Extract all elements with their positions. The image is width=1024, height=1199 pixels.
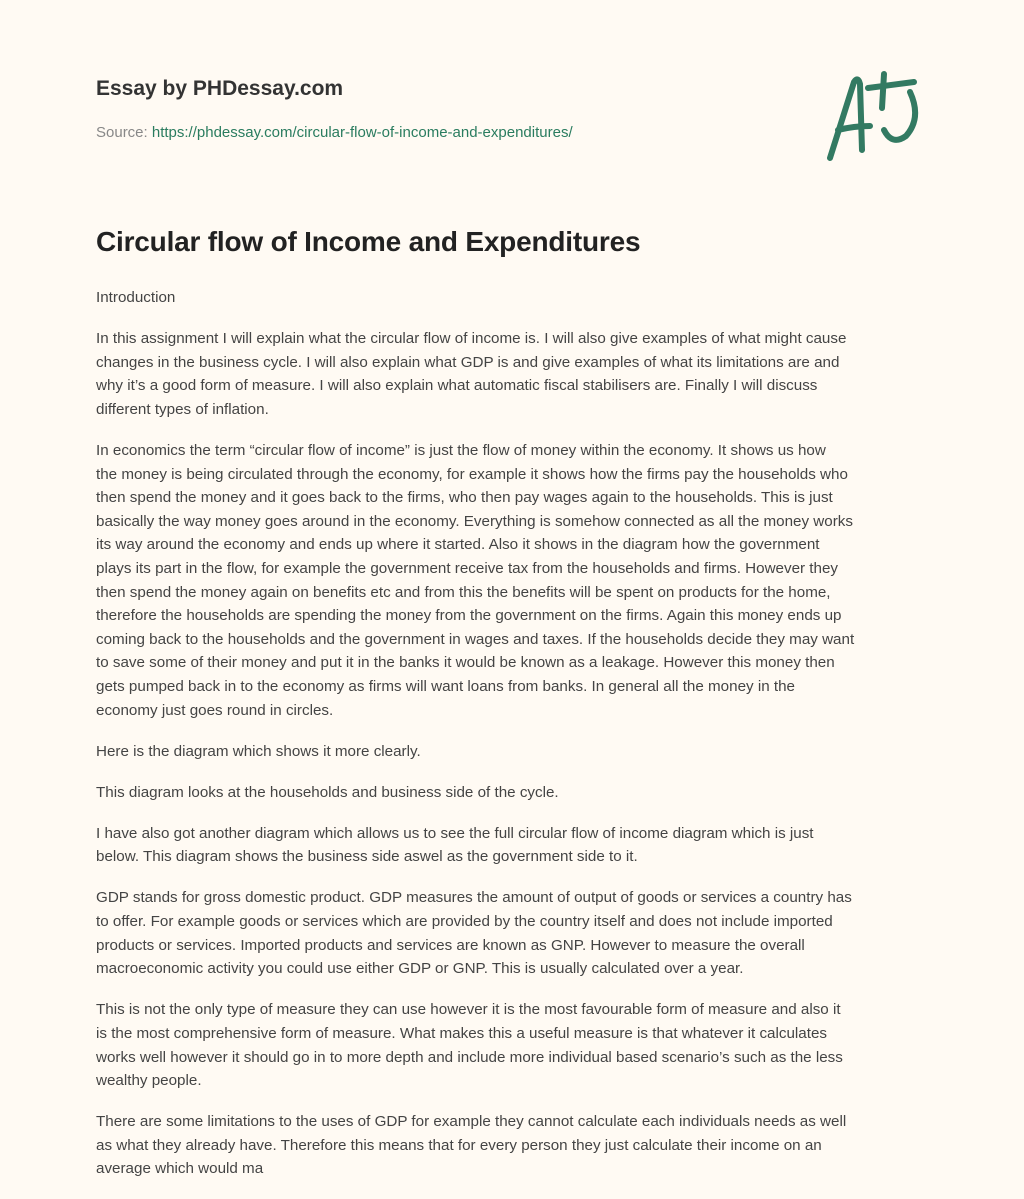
source-line [96, 124, 573, 141]
essay-paragraph [96, 822, 936, 869]
paragraph-line: GDP stands for gross domestic product. GDP measures the amount of output of goods or services a country has [96, 889, 852, 907]
page-title: Circular flow of Income and Expenditures [96, 226, 641, 257]
paragraph-line: is the most comprehensive form of measure. What makes this a useful measure is that whatever it calculates [96, 1024, 827, 1042]
source-label: Source: [96, 124, 148, 141]
paragraph-line: then spend the money and it goes back to the firms, who then pay wages again to the households. This is just [96, 489, 833, 507]
paragraph-line: then spend the money again on benefits etc and from this the benefits will be spent on products for the home, [96, 583, 831, 601]
paragraph-line: Introduction [96, 289, 176, 306]
paragraph-line: to save some of their money and put it in the banks it would be known as a leakage. However this money then [96, 654, 835, 672]
paragraph-line: economy just goes round in circles. [96, 701, 334, 719]
essay-paragraph [96, 286, 936, 310]
paragraph-line: average which would ma [96, 1160, 264, 1178]
paragraph-line: products or services. Imported products and services are known as GNP. However to measure the overall [96, 936, 805, 954]
paragraph-line: There are some limitations to the uses of GDP for example they cannot calculate each individuals needs as well [96, 1113, 847, 1131]
paragraph-line: coming back to the households and the government in wages and taxes. If the households decide they may want [96, 630, 855, 648]
essay-paragraph [96, 1110, 936, 1181]
source-link[interactable]: https://phdessay.com/circular-flow-of-income-and-expenditures/ [151, 124, 573, 141]
paragraph-line: the money is being circulated through the economy, for example it shows how the firms pay the households who [96, 465, 848, 483]
essay-paragraph [96, 998, 936, 1092]
paragraph-line: This diagram looks at the households and business side of the cycle. [96, 783, 559, 801]
paragraph-line: In this assignment I will explain what the circular flow of income is. I will also give examples of what might cause [96, 330, 847, 348]
paragraph-line: why it’s a good form of measure. I will also explain what automatic fiscal stabilisers are. Finally I will discuss [96, 377, 818, 395]
paragraph-line: macroeconomic activity you could use either GDP or GNP. This is usually calculated over a year. [96, 960, 744, 978]
paragraph-line: basically the way money goes around in the economy. Everything is somehow connected as all the money works [96, 512, 853, 530]
paragraph-line: plays its part in the flow, for example the government receive tax from the households and firms. However they [96, 559, 839, 577]
paragraph-line: This is not the only type of measure they can use however it is the most favourable form of measure and also it [96, 1001, 841, 1019]
paragraph-line: wealthy people. [96, 1072, 202, 1090]
paragraph-line: I have also got another diagram which allows us to see the full circular flow of income diagram which is just [96, 824, 814, 842]
essay-paragraph [96, 439, 936, 722]
essay-paragraph [96, 327, 936, 421]
paragraph-line: gets pumped back in to the economy as firms will want loans from banks. In general all the money in the [96, 677, 795, 695]
paragraph-line: to offer. For example goods or services which are provided by the country itself and does not include imported [96, 913, 833, 931]
paragraph-line: In economics the term “circular flow of income” is just the flow of money within the economy. It shows us how [96, 441, 826, 459]
paragraph-line: different types of inflation. [96, 400, 269, 418]
essay-paragraph [96, 886, 936, 980]
paragraph-line: as what they already have. Therefore this means that for every person they just calculate their income on an [96, 1136, 822, 1154]
paragraph-line: therefore the households are spending the money from the government on the firms. Again this money ends up [96, 607, 842, 625]
paragraph-line: Here is the diagram which shows it more clearly. [96, 742, 421, 760]
essay-paragraph [96, 740, 936, 764]
a-plus-logo-icon [818, 68, 928, 168]
essay-paragraph [96, 781, 936, 805]
paragraph-line: its way around the economy and ends up where it started. Also it shows in the diagram how the government [96, 536, 820, 554]
paragraph-line: changes in the business cycle. I will also explain what GDP is and give examples of what its limitations are and [96, 353, 840, 371]
paragraph-line: below. This diagram shows the business side aswel as the government side to it. [96, 848, 638, 866]
essay-body [96, 286, 936, 1199]
paragraph-line: works well however it should go in to more depth and include more individual based scenario’s such as the less [96, 1048, 843, 1066]
brand-title: Essay by PHDessay.com [96, 77, 344, 100]
